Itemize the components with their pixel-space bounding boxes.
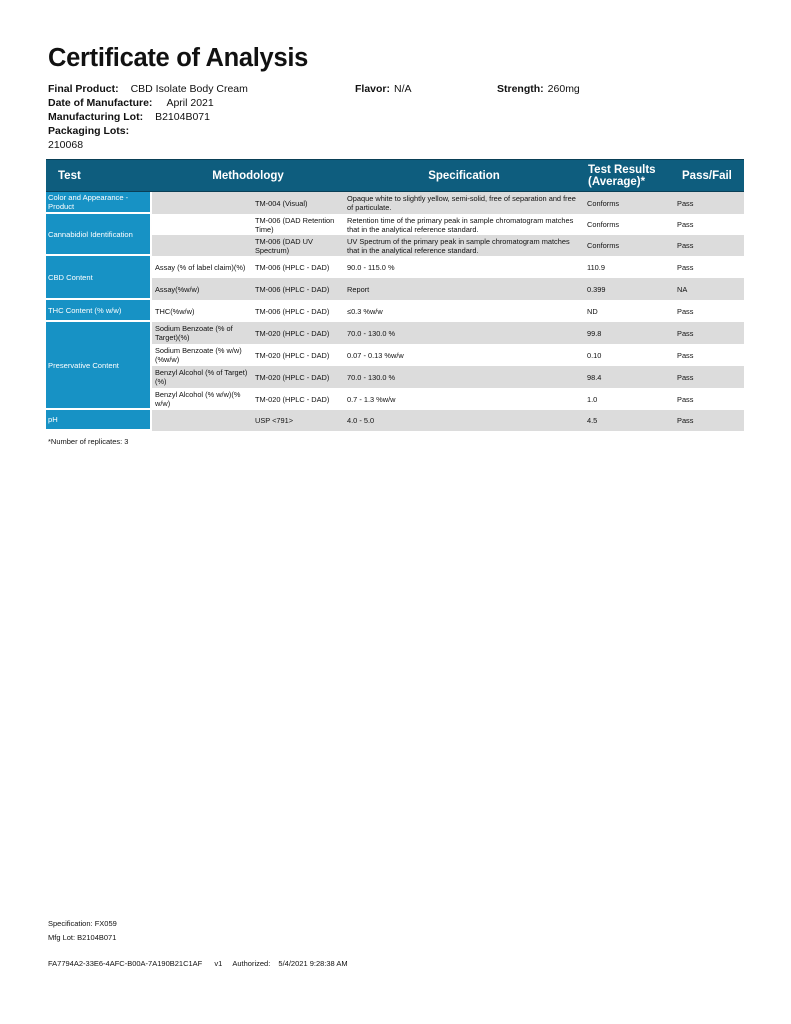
method: TM-006 (HPLC - DAD) [252, 300, 344, 322]
pass-fail: Pass [674, 344, 744, 366]
result: 99.8 [584, 322, 674, 344]
specification: 0.07 - 0.13 %w/w [344, 344, 584, 366]
specification: Retention time of the primary peak in sample chromatogram matches that in the analytical reference standard. [344, 214, 584, 235]
authorized-value: 5/4/2021 9:28:38 AM [278, 959, 348, 968]
specification: ≤0.3 %w/w [344, 300, 584, 322]
table-row [46, 322, 744, 344]
result: ND [584, 300, 674, 322]
header-methodology: Methodology [152, 159, 344, 192]
final-product-value: CBD Isolate Body Cream [130, 83, 248, 95]
method: TM-006 (HPLC - DAD) [252, 278, 344, 300]
specification: Opaque white to slightly yellow, semi-solid, free of separation and free of particulate. [344, 192, 584, 214]
specification: 0.7 - 1.3 %w/w [344, 388, 584, 410]
method: TM-006 (HPLC - DAD) [252, 256, 344, 278]
flavor-value: N/A [394, 83, 412, 95]
table-header-row [46, 159, 744, 192]
method: USP <791> [252, 410, 344, 431]
specification: Report [344, 278, 584, 300]
lot-value: B2104B071 [155, 111, 210, 123]
page-title: Certificate of Analysis [48, 44, 308, 72]
method: TM-006 (DAD Retention Time) [252, 214, 344, 235]
test-name: Preservative Content [46, 322, 152, 410]
table-row [46, 300, 744, 322]
specification: 70.0 - 130.0 % [344, 322, 584, 344]
flavor-label: Flavor: [355, 83, 391, 95]
method: TM-020 (HPLC - DAD) [252, 388, 344, 410]
footer-specification: Specification: FX059 [48, 919, 117, 928]
header-specification: Specification [344, 159, 584, 192]
date-of-manufacture-line [48, 97, 214, 110]
manufacturing-lot-line [48, 111, 210, 124]
packaging-lots-value: 210068 [48, 139, 84, 151]
analyte: THC(%w/w) [152, 300, 252, 322]
pass-fail: Pass [674, 388, 744, 410]
method: TM-004 (Visual) [252, 192, 344, 214]
footer-mfg-lot: Mfg Lot: B2104B071 [48, 933, 117, 942]
analyte: Benzyl Alcohol (% of Target)(%) [152, 366, 252, 388]
pass-fail: NA [674, 278, 744, 300]
strength-value: 260mg [547, 83, 580, 95]
pass-fail: Pass [674, 366, 744, 388]
result: 98.4 [584, 366, 674, 388]
table-row [46, 192, 744, 214]
specification: 70.0 - 130.0 % [344, 366, 584, 388]
test-name: Cannabidiol Identification [46, 214, 152, 256]
analysis-table [46, 159, 744, 431]
packaging-label: Packaging Lots: [48, 125, 130, 137]
pass-fail: Pass [674, 214, 744, 235]
analyte: Assay (% of label claim)(%) [152, 256, 252, 278]
final-product-label: Final Product: [48, 83, 119, 95]
result: Conforms [584, 214, 674, 235]
final-product-line [48, 83, 248, 96]
pass-fail: Pass [674, 256, 744, 278]
analyte: Benzyl Alcohol (% w/w)(% w/w) [152, 388, 252, 410]
test-name: THC Content (% w/w) [46, 300, 152, 322]
analyte [152, 192, 252, 214]
pass-fail: Pass [674, 300, 744, 322]
replicates-footnote: *Number of replicates: 3 [48, 437, 129, 446]
footer-doc-line [48, 959, 348, 968]
analyte [152, 410, 252, 431]
result: 0.10 [584, 344, 674, 366]
method: TM-020 (HPLC - DAD) [252, 322, 344, 344]
test-name: pH [46, 410, 152, 431]
lot-label: Manufacturing Lot: [48, 111, 144, 123]
pass-fail: Pass [674, 235, 744, 256]
result: 1.0 [584, 388, 674, 410]
analyte [152, 214, 252, 235]
result: Conforms [584, 192, 674, 214]
flavor-line [355, 83, 412, 96]
table-row [46, 410, 744, 431]
header-pass-fail: Pass/Fail [674, 159, 744, 192]
table-row [46, 214, 744, 235]
date-value: April 2021 [166, 97, 214, 109]
document-version: v1 [214, 959, 223, 968]
result: 4.5 [584, 410, 674, 431]
document-id: FA7794A2-33E6-4AFC-B00A-7A190B21C1AF [48, 959, 203, 968]
pass-fail: Pass [674, 192, 744, 214]
strength-label: Strength: [497, 83, 544, 95]
header-test-results: Test Results (Average)* [584, 159, 674, 192]
method: TM-020 (HPLC - DAD) [252, 366, 344, 388]
result: Conforms [584, 235, 674, 256]
test-name: Color and Appearance - Product [46, 192, 152, 214]
authorized-label: Authorized: [232, 959, 271, 968]
specification: UV Spectrum of the primary peak in sample chromatogram matches that in the analytical reference standard. [344, 235, 584, 256]
table-row [46, 256, 744, 278]
analyte: Sodium Benzoate (% w/w)(%w/w) [152, 344, 252, 366]
date-label: Date of Manufacture: [48, 97, 153, 109]
specification: 4.0 - 5.0 [344, 410, 584, 431]
analyte: Assay(%w/w) [152, 278, 252, 300]
method: TM-006 (DAD UV Spectrum) [252, 235, 344, 256]
test-name: CBD Content [46, 256, 152, 300]
strength-line [497, 83, 580, 96]
specification: 90.0 - 115.0 % [344, 256, 584, 278]
result: 0.399 [584, 278, 674, 300]
method: TM-020 (HPLC - DAD) [252, 344, 344, 366]
pass-fail: Pass [674, 322, 744, 344]
analyte: Sodium Benzoate (% of Target)(%) [152, 322, 252, 344]
pass-fail: Pass [674, 410, 744, 431]
packaging-lots-line [48, 125, 129, 138]
analyte [152, 235, 252, 256]
header-test: Test [46, 159, 152, 192]
result: 110.9 [584, 256, 674, 278]
